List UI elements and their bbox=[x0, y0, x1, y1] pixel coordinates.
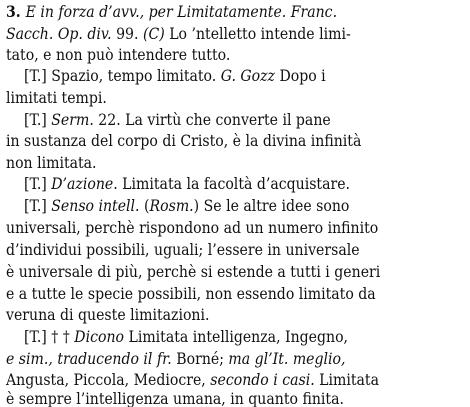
entry-text: Borné; bbox=[171, 349, 229, 368]
entry-line-9 bbox=[24, 174, 427, 194]
entry-line-15 bbox=[6, 305, 409, 325]
entry-text: ( bbox=[139, 196, 150, 215]
entry-line-4 bbox=[24, 66, 427, 86]
entry-text: [T.] bbox=[24, 110, 52, 129]
entry-line-12 bbox=[6, 240, 409, 260]
entry-text: Limitata bbox=[314, 370, 379, 389]
entry-text: Lo ’ntelletto intende limi- bbox=[164, 24, 351, 43]
entry-line-19 bbox=[6, 389, 409, 407]
author-citation: Rosm. bbox=[149, 196, 194, 215]
entry-text: E in forza d’avv., per Limitatamente. Franc. bbox=[25, 2, 338, 21]
source-mark: (C) bbox=[142, 24, 165, 43]
sense-number: 3. bbox=[6, 2, 26, 21]
source-citation: Sacch. Op. div. bbox=[6, 24, 112, 43]
entry-text: Dopo i bbox=[274, 66, 326, 85]
entry-text: 22. La virtù che converte il pane bbox=[93, 110, 331, 129]
entry-line-16 bbox=[24, 327, 427, 347]
entry-line-10 bbox=[24, 196, 427, 216]
entry-text-italic: e sim., traducendo il fr. bbox=[6, 349, 172, 368]
entry-text: limitati tempi. bbox=[6, 88, 107, 107]
entry-line-17 bbox=[6, 349, 409, 369]
entry-text: Angusta, Piccola, Mediocre, bbox=[6, 370, 211, 389]
entry-line-2 bbox=[6, 24, 409, 44]
entry-text: veruna di queste limitazioni. bbox=[6, 305, 210, 324]
entry-text: è sempre l’intelligenza umana, in quanto finita. bbox=[6, 389, 344, 407]
entry-line-11 bbox=[6, 218, 409, 238]
entry-text: [T.] † † bbox=[24, 327, 75, 346]
entry-line-8 bbox=[6, 153, 409, 173]
entry-line-5 bbox=[6, 88, 409, 108]
entry-text: Limitata la facoltà d’acquistare. bbox=[117, 174, 351, 193]
entry-line-7 bbox=[6, 131, 409, 151]
entry-text: Limitata intelligenza, Ingegno, bbox=[124, 327, 349, 346]
entry-text: [T.] Spazio, tempo limitato. bbox=[24, 66, 221, 85]
source-citation: Serm. bbox=[51, 110, 94, 129]
entry-text-italic: secondo i casi. bbox=[210, 370, 315, 389]
entry-text: d’individui possibili, uguali; l’essere in universale bbox=[6, 240, 360, 259]
entry-text: tato, e non può intendere tutto. bbox=[6, 45, 231, 64]
subsense-label: Senso intell. bbox=[51, 196, 140, 215]
entry-line-13 bbox=[6, 262, 409, 282]
entry-text-italic: ma gl’It. meglio, bbox=[228, 349, 346, 368]
entry-text: e a tutte le specie possibili, non essendo limitato da bbox=[6, 284, 376, 303]
entry-text: è universale di più, perchè si estende a tutti i generi bbox=[6, 262, 381, 281]
entry-text: non limitata. bbox=[6, 153, 97, 172]
entry-text: 99. bbox=[111, 24, 143, 43]
subsense-label: D’azione. bbox=[51, 174, 118, 193]
entry-text: ) Se le altre idee sono bbox=[193, 196, 350, 215]
author-citation: G. Gozz bbox=[220, 66, 275, 85]
entry-text: [T.] bbox=[24, 196, 52, 215]
entry-text: universali, perchè rispondono ad un numero infinito bbox=[6, 218, 379, 237]
entry-line-6 bbox=[24, 110, 427, 130]
entry-line-14 bbox=[6, 284, 409, 304]
entry-text-italic: Dicono bbox=[74, 327, 125, 346]
entry-line-3 bbox=[6, 45, 409, 65]
entry-line-1 bbox=[6, 2, 409, 22]
entry-line-18 bbox=[6, 370, 409, 390]
entry-text: [T.] bbox=[24, 174, 52, 193]
entry-text: in sustanza del corpo di Cristo, è la divina infinità bbox=[6, 131, 362, 150]
